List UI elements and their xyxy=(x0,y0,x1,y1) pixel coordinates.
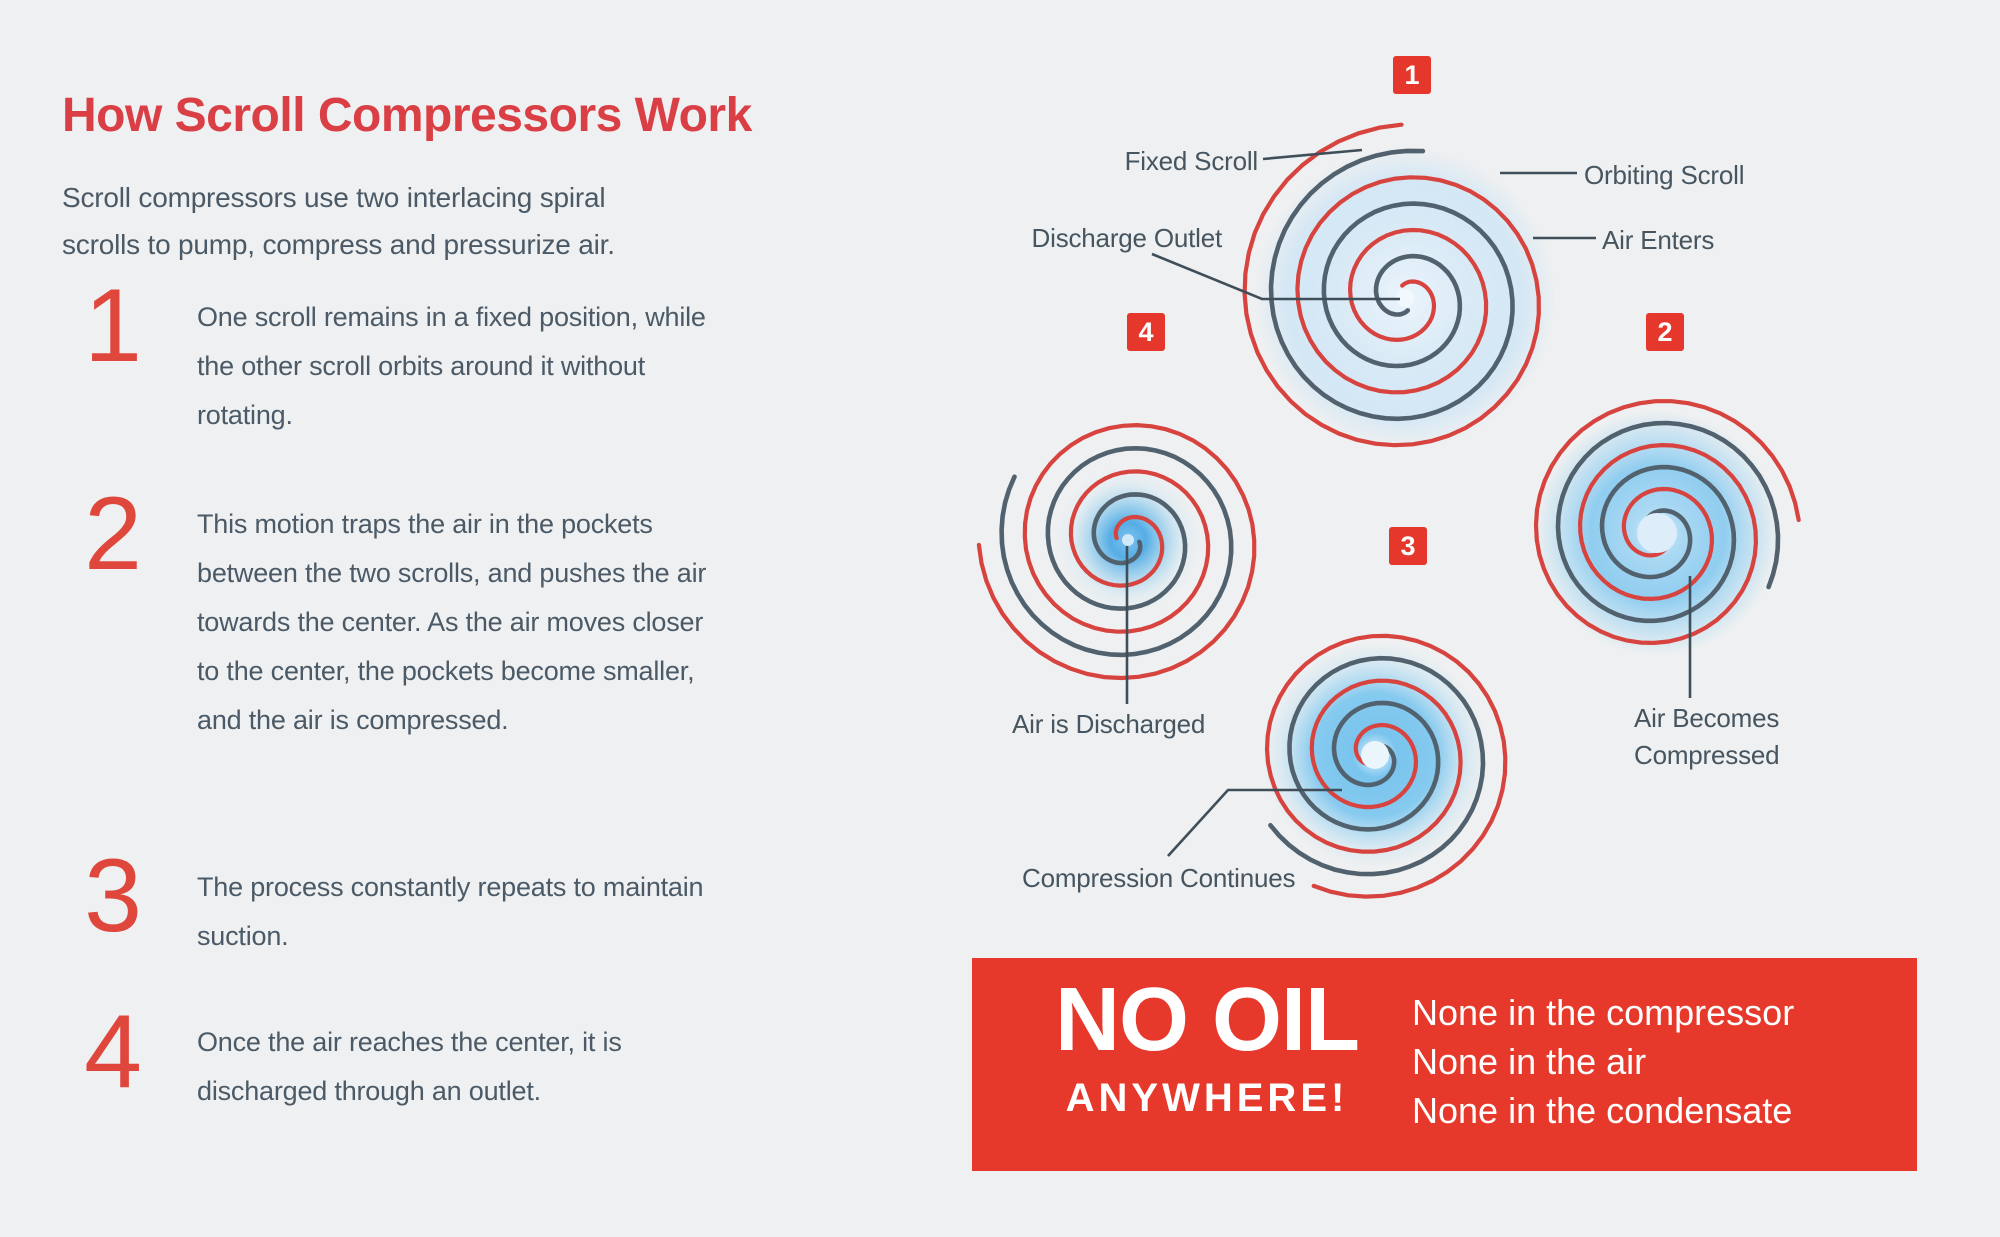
label-air-becomes-compressed: Air Becomes Compressed xyxy=(1634,703,1780,770)
step-text-2: This motion traps the air in the pockets between the two scrolls, and pushes the air towards the center. As the air moves closer to the center, the pockets become smaller, and the air is compressed. xyxy=(197,509,707,735)
stage-badge-1: 1 xyxy=(1393,56,1431,94)
discharge-center-dot xyxy=(1122,534,1134,546)
label-fixed-scroll: Fixed Scroll xyxy=(1124,146,1258,176)
label-compression-continues: Compression Continues xyxy=(1022,863,1296,893)
air-pocket-center xyxy=(1361,741,1389,769)
step-number-1: 1 xyxy=(84,268,142,384)
stage-badge-2: 2 xyxy=(1646,313,1684,351)
banner-point-1: None in the compressor xyxy=(1412,992,1795,1033)
scroll-diagram-stage2 xyxy=(1502,378,1812,688)
step-number-4: 4 xyxy=(84,994,142,1110)
step-text-3: The process constantly repeats to maintain suction. xyxy=(197,872,704,951)
label-air-enters: Air Enters xyxy=(1602,225,1715,255)
step-text-1: One scroll remains in a fixed position, while the other scroll orbits around it without rotating. xyxy=(197,302,706,430)
banner-point-2: None in the air xyxy=(1412,1041,1647,1082)
label-discharge-outlet: Discharge Outlet xyxy=(1031,223,1222,253)
banner-subheadline: ANYWHERE! xyxy=(1065,1076,1349,1120)
label-air-is-discharged: Air is Discharged xyxy=(1012,709,1206,739)
stage-badge-4: 4 xyxy=(1127,313,1165,351)
banner-headline: NO OIL xyxy=(1055,970,1359,1070)
banner-points xyxy=(1412,988,1794,1135)
step-number-3: 3 xyxy=(84,838,142,954)
no-oil-banner xyxy=(972,958,1917,1171)
step-text-4: Once the air reaches the center, it is discharged through an outlet. xyxy=(197,1027,622,1106)
page-title: How Scroll Compressors Work xyxy=(62,89,752,143)
discharge-outlet-dot xyxy=(1396,289,1414,307)
step-number-2: 2 xyxy=(84,476,142,592)
intro-text: Scroll compressors use two interlacing spiral scrolls to pump, compress and pressurize air. xyxy=(62,182,615,260)
stage-badge-3: 3 xyxy=(1389,527,1427,565)
label-orbiting-scroll: Orbiting Scroll xyxy=(1584,160,1745,190)
air-pocket-center xyxy=(1637,513,1677,553)
banner-point-3: None in the condensate xyxy=(1412,1090,1793,1131)
scroll-diagram-stage4 xyxy=(963,375,1293,705)
